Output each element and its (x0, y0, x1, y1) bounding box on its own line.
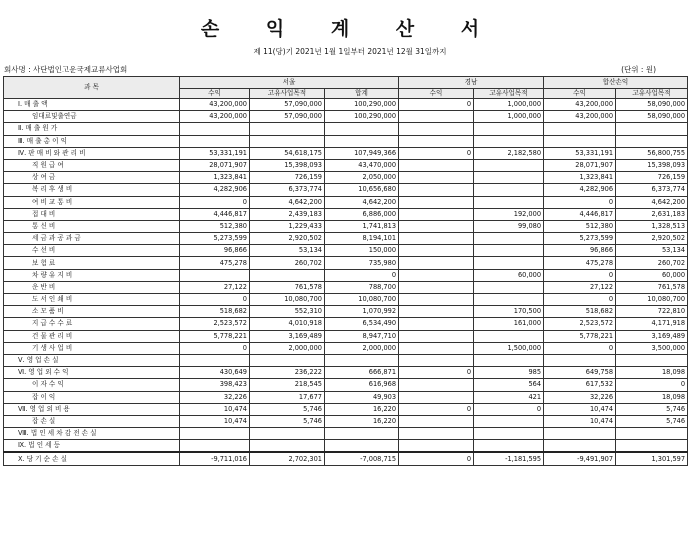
table-row (4, 233, 688, 245)
table-row (4, 379, 688, 391)
row-value (544, 123, 616, 135)
row-value: 260,702 (250, 257, 325, 269)
row-label: 수 선 비 (4, 245, 180, 257)
table-row (4, 123, 688, 135)
table-row (4, 281, 688, 293)
row-value (474, 354, 544, 366)
row-value (250, 135, 325, 147)
table-row (4, 415, 688, 427)
row-value: 0 (180, 342, 250, 354)
row-label: Ⅰ. 매 출 액 (4, 99, 180, 111)
row-value (180, 428, 250, 440)
row-value: 60,000 (474, 269, 544, 281)
table-row (4, 403, 688, 415)
row-value (399, 318, 474, 330)
row-value: 1,301,597 (616, 452, 688, 465)
row-value: 617,532 (544, 379, 616, 391)
row-value (250, 354, 325, 366)
row-value: 8,194,101 (325, 233, 399, 245)
row-value (325, 428, 399, 440)
row-value: 2,000,000 (250, 342, 325, 354)
row-value: 1,741,813 (325, 220, 399, 232)
header-col: 수익 (180, 89, 250, 99)
table-row (4, 135, 688, 147)
income-statement-table (3, 76, 688, 466)
row-value (474, 294, 544, 306)
row-value (325, 440, 399, 453)
row-value: 260,702 (616, 257, 688, 269)
row-value: 1,328,513 (616, 220, 688, 232)
row-value (474, 135, 544, 147)
row-value: 16,220 (325, 415, 399, 427)
row-value: 512,380 (180, 220, 250, 232)
row-label: Ⅶ. 영 업 외 비 용 (4, 403, 180, 415)
row-value: 0 (544, 294, 616, 306)
row-value: 17,677 (250, 391, 325, 403)
row-value: 15,398,093 (250, 159, 325, 171)
row-value (399, 196, 474, 208)
row-value: 649,758 (544, 367, 616, 379)
row-value (399, 220, 474, 232)
row-value: -1,181,595 (474, 452, 544, 465)
row-label: Ⅹ. 당 기 순 손 실 (4, 452, 180, 465)
row-label: Ⅷ. 법 인 세 차 감 전 손 실 (4, 428, 180, 440)
row-value: 56,800,755 (616, 147, 688, 159)
table-row (4, 391, 688, 403)
row-value: 10,656,680 (325, 184, 399, 196)
row-value (180, 123, 250, 135)
row-value: 57,090,000 (250, 99, 325, 111)
row-label: 복 리 후 생 비 (4, 184, 180, 196)
row-value: 0 (180, 196, 250, 208)
row-value: 1,000,000 (474, 111, 544, 123)
row-value: 0 (399, 99, 474, 111)
row-value: 4,642,200 (325, 196, 399, 208)
row-value (616, 428, 688, 440)
row-value (399, 354, 474, 366)
row-label: 잡 손 실 (4, 415, 180, 427)
header-col: 수익 (544, 89, 616, 99)
row-value: 60,000 (616, 269, 688, 281)
row-value: 192,000 (474, 208, 544, 220)
table-body (4, 99, 688, 466)
table-row (4, 196, 688, 208)
table-row (4, 159, 688, 171)
row-value: 421 (474, 391, 544, 403)
row-value: 10,474 (180, 403, 250, 415)
row-value: -7,008,715 (325, 452, 399, 465)
row-value: 6,534,490 (325, 318, 399, 330)
row-value (474, 428, 544, 440)
row-label: 기 생 사 업 비 (4, 342, 180, 354)
row-value: 4,010,918 (250, 318, 325, 330)
row-value (399, 184, 474, 196)
row-value (325, 354, 399, 366)
row-value: 5,778,221 (544, 330, 616, 342)
table-row (4, 354, 688, 366)
row-value: 726,159 (250, 172, 325, 184)
row-value (474, 415, 544, 427)
row-value: 1,323,841 (544, 172, 616, 184)
row-value: 2,050,000 (325, 172, 399, 184)
row-value: 761,578 (616, 281, 688, 293)
row-label: 상 여 금 (4, 172, 180, 184)
row-value: 53,134 (616, 245, 688, 257)
row-value: 100,290,000 (325, 111, 399, 123)
row-value: 2,920,502 (250, 233, 325, 245)
row-value (325, 135, 399, 147)
row-value: 0 (180, 294, 250, 306)
row-value (180, 269, 250, 281)
row-value (250, 440, 325, 453)
header-col: 수익 (399, 89, 474, 99)
row-value: -9,491,907 (544, 452, 616, 465)
row-value (474, 330, 544, 342)
row-value: 18,098 (616, 367, 688, 379)
row-value: 43,200,000 (544, 111, 616, 123)
row-value (399, 342, 474, 354)
header-group-gyeongnam: 경남 (399, 77, 544, 89)
row-value: 2,702,301 (250, 452, 325, 465)
row-value: 96,866 (180, 245, 250, 257)
row-value: 3,169,489 (616, 330, 688, 342)
header-account: 과 목 (4, 77, 180, 99)
currency-unit: (단위 : 원) (621, 65, 656, 74)
row-label: 잡 이 익 (4, 391, 180, 403)
row-label: 이 자 수 익 (4, 379, 180, 391)
table-row (4, 208, 688, 220)
row-value: 2,523,572 (544, 318, 616, 330)
table-row (4, 147, 688, 159)
row-value (474, 257, 544, 269)
table-row (4, 306, 688, 318)
row-label: Ⅵ. 영 업 외 수 익 (4, 367, 180, 379)
row-value: 10,080,700 (616, 294, 688, 306)
row-value: 518,682 (544, 306, 616, 318)
row-value: 0 (399, 367, 474, 379)
row-value (399, 330, 474, 342)
row-value: 722,810 (616, 306, 688, 318)
row-value: 218,545 (250, 379, 325, 391)
row-value (399, 281, 474, 293)
table-row (4, 428, 688, 440)
row-label: 소 모 품 비 (4, 306, 180, 318)
row-value: 0 (325, 269, 399, 281)
table-row (4, 111, 688, 123)
row-value (474, 172, 544, 184)
row-value: 161,000 (474, 318, 544, 330)
row-value: 4,446,817 (180, 208, 250, 220)
row-value: 53,134 (250, 245, 325, 257)
row-value (399, 428, 474, 440)
row-label: Ⅸ. 법 인 세 등 (4, 440, 180, 453)
row-value (399, 159, 474, 171)
row-value: 1,070,992 (325, 306, 399, 318)
row-value: 512,380 (544, 220, 616, 232)
row-value: 107,949,366 (325, 147, 399, 159)
row-label: 운 반 비 (4, 281, 180, 293)
row-value: 985 (474, 367, 544, 379)
row-label: 임대료및출연금 (4, 111, 180, 123)
row-value: 5,273,599 (180, 233, 250, 245)
header-col: 고유사업목적 (616, 89, 688, 99)
table-row (4, 318, 688, 330)
row-value: 6,373,774 (250, 184, 325, 196)
row-value: 0 (399, 403, 474, 415)
row-value: 5,273,599 (544, 233, 616, 245)
row-value: 564 (474, 379, 544, 391)
row-value: 32,226 (180, 391, 250, 403)
row-value (180, 354, 250, 366)
row-value: 28,071,907 (544, 159, 616, 171)
row-value: 2,920,502 (616, 233, 688, 245)
row-value: 43,200,000 (180, 99, 250, 111)
row-value: 18,098 (616, 391, 688, 403)
row-value: 54,618,175 (250, 147, 325, 159)
row-value (544, 428, 616, 440)
row-value (474, 245, 544, 257)
row-label: Ⅲ. 매 출 총 이 익 (4, 135, 180, 147)
row-value (250, 123, 325, 135)
row-value: 5,746 (616, 403, 688, 415)
row-label: Ⅱ. 매 출 원 가 (4, 123, 180, 135)
row-value: 58,090,000 (616, 99, 688, 111)
row-value: 236,222 (250, 367, 325, 379)
row-value: 16,220 (325, 403, 399, 415)
row-value (399, 245, 474, 257)
row-value (474, 184, 544, 196)
row-value: 430,649 (180, 367, 250, 379)
row-value: 10,474 (180, 415, 250, 427)
row-value: 1,500,000 (474, 342, 544, 354)
row-value: 761,578 (250, 281, 325, 293)
header-group-seoul: 서울 (180, 77, 399, 89)
row-value: 4,642,200 (616, 196, 688, 208)
row-value: 1,229,433 (250, 220, 325, 232)
row-value: 10,474 (544, 415, 616, 427)
row-value (474, 196, 544, 208)
row-value: 788,700 (325, 281, 399, 293)
row-value: 57,090,000 (250, 111, 325, 123)
row-label: 도 서 인 쇄 비 (4, 294, 180, 306)
row-value: 0 (474, 403, 544, 415)
table-row (4, 452, 688, 465)
row-label: 보 험 료 (4, 257, 180, 269)
row-value: 3,169,489 (250, 330, 325, 342)
row-value (616, 123, 688, 135)
row-value (250, 269, 325, 281)
header-col: 고유사업목적 (250, 89, 325, 99)
row-value: 100,290,000 (325, 99, 399, 111)
row-value (399, 123, 474, 135)
row-value (399, 379, 474, 391)
row-value (399, 415, 474, 427)
row-value (399, 135, 474, 147)
row-value: 0 (544, 342, 616, 354)
fiscal-period: 제 11(당)기 2021년 1월 1일부터 2021년 12월 31일까지 (253, 47, 447, 56)
table-row (4, 330, 688, 342)
row-value: 0 (544, 269, 616, 281)
row-value (399, 391, 474, 403)
row-value (474, 233, 544, 245)
row-value (399, 269, 474, 281)
row-value: 0 (399, 147, 474, 159)
row-value: 27,122 (180, 281, 250, 293)
table-row (4, 342, 688, 354)
row-value: 475,278 (544, 257, 616, 269)
row-value (399, 257, 474, 269)
row-value: 2,000,000 (325, 342, 399, 354)
row-value: 5,746 (250, 415, 325, 427)
row-value: 475,278 (180, 257, 250, 269)
table-row (4, 184, 688, 196)
row-value: 8,947,710 (325, 330, 399, 342)
row-value: 99,080 (474, 220, 544, 232)
row-label: 건 물 관 리 비 (4, 330, 180, 342)
row-label: 지 급 수 수 료 (4, 318, 180, 330)
row-value: 5,746 (616, 415, 688, 427)
header-col: 고유사업목적 (474, 89, 544, 99)
row-value (180, 135, 250, 147)
row-value: 616,968 (325, 379, 399, 391)
row-value: 3,500,000 (616, 342, 688, 354)
row-value: 666,871 (325, 367, 399, 379)
row-value (616, 354, 688, 366)
row-value (399, 294, 474, 306)
row-value: 735,980 (325, 257, 399, 269)
row-value: 10,080,700 (250, 294, 325, 306)
row-value: 15,398,093 (616, 159, 688, 171)
row-value: 2,523,572 (180, 318, 250, 330)
row-value: 4,171,918 (616, 318, 688, 330)
table-row (4, 257, 688, 269)
row-value (399, 111, 474, 123)
row-label: Ⅳ. 판 매 비 와 관 리 비 (4, 147, 180, 159)
row-value (474, 123, 544, 135)
row-value: 0 (399, 452, 474, 465)
statement-title: 손 익 계 산 서 (200, 18, 500, 40)
row-value (250, 428, 325, 440)
row-value (474, 440, 544, 453)
row-value: 58,090,000 (616, 111, 688, 123)
company-name: 회사명 : 사단법인고운국제교류사업회 (4, 65, 128, 74)
row-label: 통 신 비 (4, 220, 180, 232)
row-value: 5,778,221 (180, 330, 250, 342)
row-value: 10,474 (544, 403, 616, 415)
row-value: -9,711,016 (180, 452, 250, 465)
table-row (4, 269, 688, 281)
row-label: 여 비 교 통 비 (4, 196, 180, 208)
row-value: 5,746 (250, 403, 325, 415)
row-value (616, 440, 688, 453)
row-value: 4,446,817 (544, 208, 616, 220)
table-row (4, 245, 688, 257)
row-value: 43,200,000 (180, 111, 250, 123)
row-value: 1,323,841 (180, 172, 250, 184)
row-value: 53,331,191 (180, 147, 250, 159)
row-value (616, 135, 688, 147)
row-label: 세 금 과 공 과 금 (4, 233, 180, 245)
row-value (180, 440, 250, 453)
table-row (4, 99, 688, 111)
row-value (399, 306, 474, 318)
row-value: 4,642,200 (250, 196, 325, 208)
table-row (4, 220, 688, 232)
row-value: 552,310 (250, 306, 325, 318)
row-value: 398,423 (180, 379, 250, 391)
row-value: 170,500 (474, 306, 544, 318)
row-value: 518,682 (180, 306, 250, 318)
row-value: 32,226 (544, 391, 616, 403)
row-value: 49,903 (325, 391, 399, 403)
row-value: 28,071,907 (180, 159, 250, 171)
row-value: 10,080,700 (325, 294, 399, 306)
row-value: 726,159 (616, 172, 688, 184)
row-value (474, 159, 544, 171)
row-value: 96,866 (544, 245, 616, 257)
table-row (4, 172, 688, 184)
row-value: 2,439,183 (250, 208, 325, 220)
row-value: 6,886,000 (325, 208, 399, 220)
row-value (399, 172, 474, 184)
row-value: 53,331,191 (544, 147, 616, 159)
row-value (399, 233, 474, 245)
table-row (4, 294, 688, 306)
row-value (474, 281, 544, 293)
row-value: 1,000,000 (474, 99, 544, 111)
row-value: 43,470,000 (325, 159, 399, 171)
row-value (399, 208, 474, 220)
row-value: 2,631,183 (616, 208, 688, 220)
row-value: 0 (544, 196, 616, 208)
row-value: 0 (616, 379, 688, 391)
row-label: 차 량 유 지 비 (4, 269, 180, 281)
header-col: 합계 (325, 89, 399, 99)
header-group-combined: 합산손익 (544, 77, 688, 89)
row-value: 27,122 (544, 281, 616, 293)
table-row (4, 440, 688, 453)
row-value: 4,282,906 (180, 184, 250, 196)
row-value: 2,182,580 (474, 147, 544, 159)
row-value (544, 354, 616, 366)
row-value: 6,373,774 (616, 184, 688, 196)
row-label: 직 원 급 여 (4, 159, 180, 171)
row-value (544, 135, 616, 147)
row-value (325, 123, 399, 135)
row-value: 4,282,906 (544, 184, 616, 196)
row-value (544, 440, 616, 453)
row-label: Ⅴ. 영 업 손 실 (4, 354, 180, 366)
row-value (399, 440, 474, 453)
row-value: 150,000 (325, 245, 399, 257)
row-value: 43,200,000 (544, 99, 616, 111)
table-row (4, 367, 688, 379)
row-label: 접 대 비 (4, 208, 180, 220)
